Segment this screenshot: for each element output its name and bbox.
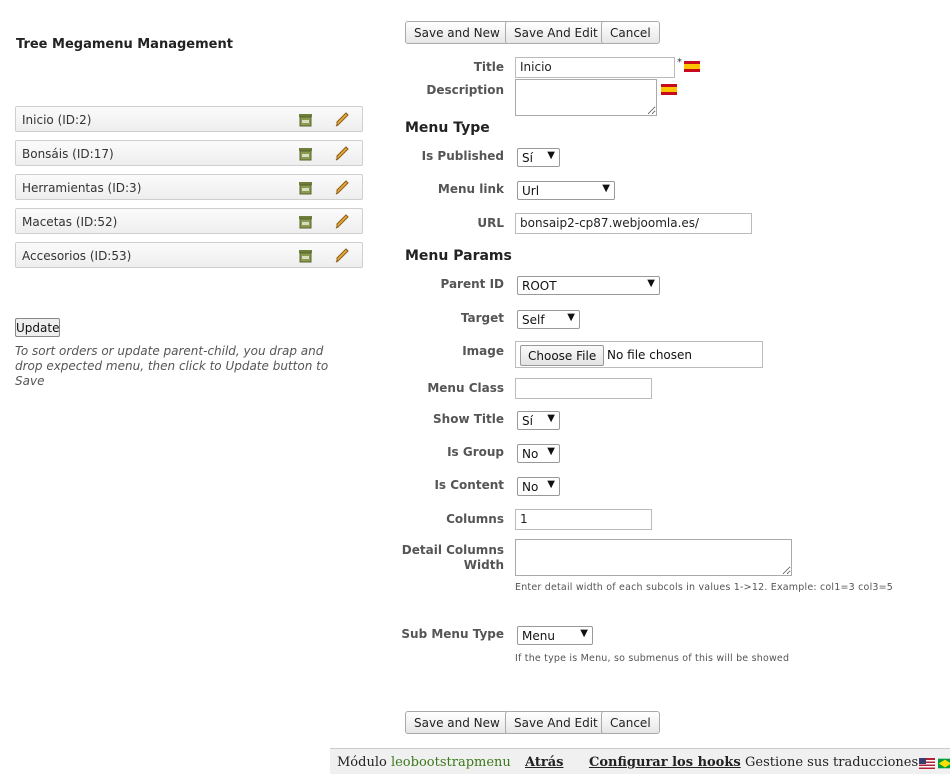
show-title-select[interactable] <box>517 411 560 430</box>
cancel-button[interactable]: Cancel <box>601 21 660 44</box>
columns-label: Columns <box>446 512 504 526</box>
menu-item-label: Inicio (ID:2) <box>22 113 92 127</box>
sort-help-text: To sort orders or update parent-child, you drap and drop expected menu, then click to Update button to Save <box>15 344 329 388</box>
is-content-label: Is Content <box>434 478 504 492</box>
menu-tree-item[interactable] <box>15 208 363 234</box>
flag-es-icon[interactable] <box>684 61 700 72</box>
menu-tree-item[interactable] <box>15 140 363 166</box>
chevron-down-icon: ▼ <box>547 479 555 490</box>
choose-file-button[interactable]: Choose File <box>520 345 604 366</box>
menu-item-label: Macetas (ID:52) <box>22 215 118 229</box>
detail-columns-label-line2: Width <box>463 558 504 572</box>
manage-translations-text: Gestione sus traducciones <box>745 755 919 770</box>
is-group-select[interactable] <box>517 444 560 463</box>
trash-icon[interactable] <box>298 180 313 195</box>
image-label: Image <box>462 344 504 358</box>
back-link[interactable]: Atrás <box>525 755 564 770</box>
is-published-select[interactable] <box>517 148 560 167</box>
menu-link-select[interactable] <box>517 181 615 200</box>
chevron-down-icon: ▼ <box>547 446 555 457</box>
save-and-new-button[interactable]: Save and New <box>405 21 509 44</box>
detail-columns-label-line1: Detail Columns <box>401 543 504 557</box>
no-file-text: No file chosen <box>607 348 693 362</box>
parent-id-label: Parent ID <box>440 277 504 291</box>
tree-title: Tree Megamenu Management <box>16 37 233 52</box>
description-label: Description <box>426 83 504 97</box>
show-title-label: Show Title <box>433 412 504 426</box>
trash-icon[interactable] <box>298 248 313 263</box>
select-value: No <box>522 447 539 461</box>
select-value: Menu <box>522 629 555 643</box>
is-group-label: Is Group <box>447 445 504 459</box>
flag-es-icon[interactable] <box>661 84 677 95</box>
chevron-down-icon: ▼ <box>602 183 610 194</box>
sub-menu-type-label: Sub Menu Type <box>401 627 504 641</box>
sub-menu-type-select[interactable] <box>517 626 593 645</box>
chevron-down-icon: ▼ <box>547 150 555 161</box>
menu-tree-item[interactable] <box>15 174 363 200</box>
select-value: Sí <box>522 414 533 428</box>
select-value: Self <box>522 313 545 327</box>
detail-columns-label <box>314 543 504 573</box>
save-and-edit-button[interactable]: Save And Edit <box>505 21 607 44</box>
chevron-down-icon: ▼ <box>580 628 588 639</box>
url-label: URL <box>477 216 504 230</box>
menu-tree-item[interactable] <box>15 106 363 132</box>
image-file-input[interactable] <box>515 341 763 368</box>
pencil-icon[interactable] <box>334 247 350 263</box>
menu-tree-item[interactable] <box>15 242 363 268</box>
cancel-button-bottom[interactable]: Cancel <box>601 711 660 734</box>
trash-icon[interactable] <box>298 214 313 229</box>
detail-columns-textarea[interactable] <box>515 539 792 576</box>
flag-br-icon[interactable] <box>938 758 950 769</box>
chevron-down-icon: ▼ <box>567 312 575 323</box>
select-value: Url <box>522 184 540 198</box>
columns-input[interactable]: 1 <box>515 509 652 530</box>
is-published-label: Is Published <box>421 149 504 163</box>
save-and-new-button-bottom[interactable]: Save and New <box>405 711 509 734</box>
module-prefix: Módulo <box>337 755 391 770</box>
menu-params-heading: Menu Params <box>405 248 512 264</box>
title-input[interactable]: Inicio <box>515 57 675 78</box>
trash-icon[interactable] <box>298 112 313 127</box>
parent-id-select[interactable] <box>517 276 660 295</box>
description-textarea[interactable] <box>515 79 657 116</box>
menu-class-input[interactable] <box>515 378 652 399</box>
menu-item-label: Bonsáis (ID:17) <box>22 147 114 161</box>
pencil-icon[interactable] <box>334 111 350 127</box>
target-label: Target <box>460 311 504 325</box>
detail-columns-hint: Enter detail width of each subcols in values 1->12. Example: col1=3 col3=5 <box>515 582 894 593</box>
configure-hooks-link[interactable]: Configurar los hooks <box>589 755 741 770</box>
menu-class-label: Menu Class <box>427 381 504 395</box>
sub-menu-hint: If the type is Menu, so submenus of this will be showed <box>515 653 790 664</box>
module-title <box>337 755 511 770</box>
title-label: Title <box>473 60 504 74</box>
flag-us-icon[interactable] <box>919 758 935 769</box>
chevron-down-icon: ▼ <box>647 278 655 289</box>
module-admin-bar <box>330 748 950 774</box>
menu-link-label: Menu link <box>437 182 504 196</box>
menu-item-label: Accesorios (ID:53) <box>22 249 132 263</box>
target-select[interactable] <box>517 310 580 329</box>
chevron-down-icon: ▼ <box>547 413 555 424</box>
menu-item-label: Herramientas (ID:3) <box>22 181 142 195</box>
module-name: leobootstrapmenu <box>390 755 511 770</box>
required-mark: * <box>677 57 682 68</box>
select-value: Sí <box>522 151 533 165</box>
is-content-select[interactable] <box>517 477 560 496</box>
url-input[interactable]: bonsaip2-cp87.webjoomla.es/ <box>515 213 752 234</box>
menu-type-heading: Menu Type <box>405 120 490 136</box>
select-value: No <box>522 480 539 494</box>
trash-icon[interactable] <box>298 146 313 161</box>
save-and-edit-button-bottom[interactable]: Save And Edit <box>505 711 607 734</box>
select-value: ROOT <box>522 279 557 293</box>
update-button[interactable]: Update <box>15 318 60 337</box>
